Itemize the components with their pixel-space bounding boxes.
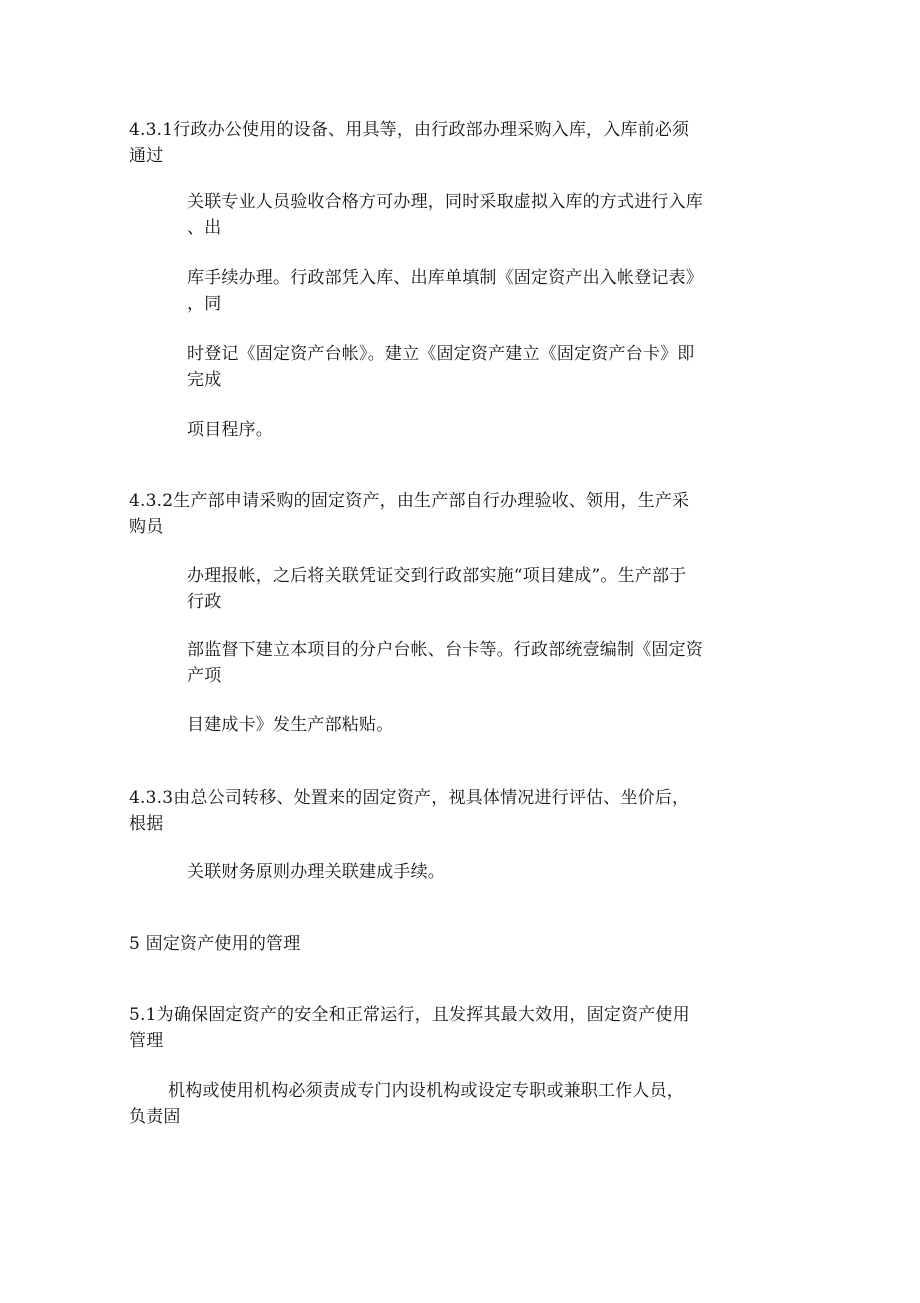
- section-5-heading: 5 固定资产使用的管理: [129, 934, 301, 954]
- para-4-3-1-line-8: 完成: [187, 370, 222, 390]
- para-4-3-1-line-6: ，同: [187, 294, 222, 314]
- para-4-3-1-line-9: 项目程序。: [187, 420, 273, 440]
- para-4-3-1-line-2: 通过: [129, 146, 164, 166]
- para-5-1-line-4: 负责固: [129, 1107, 181, 1127]
- para-5-1-line-3: 机构或使用机构必须责成专门内设机构或设定专职或兼职工作人员，: [168, 1081, 684, 1101]
- para-4-3-1-line-7: 时登记《固定资产台帐》。建立《固定资产建立《固定资产台卡》即: [187, 344, 695, 364]
- para-4-3-1-line-3: 关联专业人员验收合格方可办理，同时采取虚拟入库的方式进行入库: [187, 192, 703, 212]
- para-4-3-2-line-3: 办理报帐，之后将关联凭证交到行政部实施“项目建成”。生产部于: [187, 566, 687, 586]
- para-4-3-2-line-1: 4.3.2生产部申请采购的固定资产，由生产部自行办理验收、领用，生产采: [129, 491, 690, 511]
- para-4-3-1-line-5: 库手续办理。行政部凭入库、出库单填制《固定资产出入帐登记表》: [187, 268, 703, 288]
- para-5-1-line-2: 管理: [129, 1031, 164, 1051]
- para-4-3-2-line-6: 产项: [187, 666, 222, 686]
- para-4-3-2-line-4: 行政: [187, 592, 222, 612]
- para-4-3-1-line-1: 4.3.1行政办公使用的设备、用具等，由行政部办理采购入库，入库前必须: [129, 120, 690, 140]
- para-4-3-1-line-4: 、出: [187, 218, 222, 238]
- para-4-3-2-line-5: 部监督下建立本项目的分户台帐、台卡等。行政部统壹编制《固定资: [187, 640, 703, 660]
- para-4-3-3-line-3: 关联财务原则办理关联建成手续。: [187, 862, 445, 882]
- para-4-3-3-line-1: 4.3.3由总公司转移、处置来的固定资产，视具体情况进行评估、坐价后，: [129, 788, 690, 808]
- para-4-3-2-line-2: 购员: [129, 517, 164, 537]
- para-4-3-3-line-2: 根据: [129, 814, 164, 834]
- para-4-3-2-line-7: 目建成卡》发生产部粘贴。: [187, 715, 394, 735]
- para-5-1-line-1: 5.1为确保固定资产的安全和正常运行，且发挥其最大效用，固定资产使用: [129, 1005, 690, 1025]
